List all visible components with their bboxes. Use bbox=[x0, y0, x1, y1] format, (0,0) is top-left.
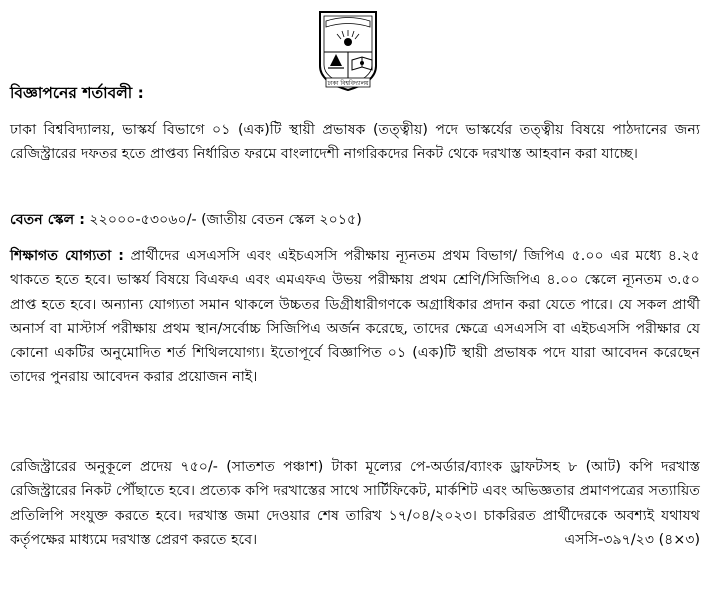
salary-label: বেতন স্কেল : bbox=[10, 212, 85, 228]
qualification-label: শিক্ষাগত যোগ্যতা : bbox=[10, 248, 124, 264]
logo-bottom-text: ঢাকা বিশ্ববিদ্যালয় bbox=[327, 80, 369, 87]
intro-paragraph: ঢাকা বিশ্ববিদ্যালয়, ভাস্কর্য বিভাগে ০১ (এক)টি স্থায়ী প্রভাষক (তত্ত্বীয়) পদে ভাস্কর্যের তত্ত্বীয় বিষয়ে পাঠদানের জন্য রেজিস্ট্রারের দফতর হতে প্রাপ্তব্য নির্ধারিত ফরমে বাংলাদেশী নাগরিকদের নিকট থেকে দরখাস্ত আহবান করা যাচ্ছে। bbox=[10, 122, 700, 163]
reference-number: এসসি-৩৯৭/২৩ (৪×৩) bbox=[564, 531, 700, 548]
conditions-heading: বিজ্ঞাপনের শর্তাবলী : bbox=[10, 84, 144, 102]
qualification-text: প্রার্থীদের এসএসসি এবং এইচএসসি পরীক্ষায় ন্যূনতম প্রথম বিভাগ/ জিপিএ ৫.০০ এর মধ্যে ৪.২৫ থাকতে হতে হবে। ভাস্কর্য বিষয়ে বিএফএ এবং এমএফএ উভয় পরীক্ষায় প্রথম শ্রেণি/সিজিপিএ ৪.০০ স্কেলে ন্যূনতম ৩.৫০ প্রাপ্ত হতে হবে। অন্যান্য যোগ্যতা সমান থাকলে উচ্চতর ডিগ্রীধারীগণকে অগ্রাধিকার প্রদান করা যেতে পারে। যে সকল প্রার্থী অনার্স বা মাস্টার্স পরীক্ষায় প্রথম স্থান/সর্বোচ্চ সিজিপিএ অর্জন করেছে, তাদের ক্ষেত্রে এসএসসি বা এইচএসসি পরীক্ষার যে কোনো একটির অনুমোদিত শর্ত শিথিলযোগ্য। ইতোপূর্বে বিজ্ঞাপিত ০১ (এক)টি স্থায়ী প্রভাষক পদে যারা আবেদন করেছেন তাদের পুনরায় আবেদন করার প্রয়োজন নাই। bbox=[10, 248, 700, 386]
salary-value: ২২০০০-৫৩০৬০/- (জাতীয় বেতন স্কেল ২০১৫) bbox=[89, 212, 362, 228]
payment-text: রেজিস্ট্রারের অনুকূলে প্রদেয় ৭৫০/- (সাতশত পঞ্চাশ) টাকা মূল্যের পে-অর্ডার/ব্যাংক ড্রাফটসহ ৮ (আট) কপি দরখাস্ত রেজিস্ট্রারের নিকট পৌঁছাতে হবে। প্রত্যেক কপি দরখাস্তের সাথে সার্টিফিকেট, মার্কশিট এবং অভিজ্ঞতার প্রমাণপত্রের সত্যায়িত প্রতিলিপি সংযুক্ত করতে হবে। দরখাস্ত জমা দেওয়ার শেষ তারিখ ১৭/০৪/২০২৩। চাকরিরত প্রার্থীদেরকে অবশ্যই যথাযথ কর্তৃপক্ষের মাধ্যমে দরখাস্ত প্রেরণ করতে হবে। bbox=[10, 459, 700, 548]
payment-paragraph bbox=[10, 455, 700, 552]
qualification-paragraph bbox=[10, 244, 700, 390]
salary-paragraph bbox=[10, 208, 700, 232]
dhaka-university-logo bbox=[316, 8, 380, 92]
